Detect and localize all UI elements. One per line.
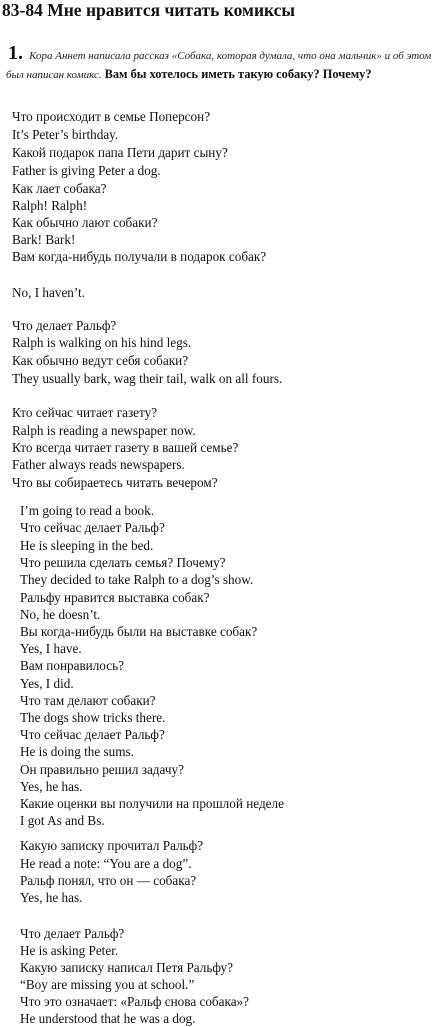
dialogue-line: He read a note: “You are a dog”. bbox=[20, 856, 192, 871]
dialogue-line: Что происходит в семье Поперсон? bbox=[12, 109, 211, 124]
dialogue-line: Ральфу нравится выставка собак? bbox=[20, 590, 210, 605]
exercise-number: 1. bbox=[8, 42, 23, 64]
dialogue-line: I’m going to read a book. bbox=[20, 503, 155, 518]
dialogue-line: Ralph! Ralph! bbox=[12, 198, 88, 213]
dialogue-line: I got As and Bs. bbox=[20, 813, 105, 828]
dialogue-line: The dogs show tricks there. bbox=[20, 710, 166, 725]
dialogue-line: Yes, he has. bbox=[20, 890, 83, 905]
dialogue-line: Father always reads newspapers. bbox=[12, 457, 185, 472]
dialogue-line: Что это означает: «Ральф снова собака»? bbox=[20, 994, 249, 1009]
dialogue-line: They decided to take Ralph to a dog’s show. bbox=[20, 572, 254, 587]
dialogue-line: Он правильно решил задачу? bbox=[20, 762, 184, 777]
dialogue-line: Вы когда-нибудь были на выставке собак? bbox=[20, 624, 258, 639]
dialogue-line: Какую записку написал Петя Ральфу? bbox=[20, 960, 234, 975]
dialogue-line: Yes, I have. bbox=[20, 641, 82, 656]
dialogue-line: Как лает собака? bbox=[12, 181, 107, 196]
dialogue-line: Кто всегда читает газету в вашей семье? bbox=[12, 440, 239, 455]
dialogue-line: Как обычно ведут себя собаки? bbox=[12, 353, 189, 368]
exercise-question: Вам бы хотелось иметь такую собаку? Почему? bbox=[104, 67, 372, 81]
dialogue-line: They usually bark, wag their tail, walk on all fours. bbox=[12, 371, 283, 386]
dialogue-line: Что вы собираетесь читать вечером? bbox=[12, 475, 218, 490]
dialogue-line: No, he doesn’t. bbox=[20, 607, 101, 622]
dialogue-line: Что решила сделать семья? Почему? bbox=[20, 555, 226, 570]
dialogue-line: Ralph is walking on his hind legs. bbox=[12, 335, 192, 350]
dialogue-line: Yes, I did. bbox=[20, 676, 74, 691]
dialogue-line: He is sleeping in the bed. bbox=[20, 538, 154, 553]
dialogue-line: Вам понравилось? bbox=[20, 658, 124, 673]
dialogue-line: It’s Peter’s birthday. bbox=[12, 127, 119, 142]
dialogue-line: “Boy are missing you at school.” bbox=[20, 977, 195, 992]
dialogue-line: Какой подарок папа Пети дарит сыну? bbox=[12, 145, 228, 160]
dialogue-line: Кто сейчас читает газету? bbox=[12, 405, 158, 420]
dialogue-line: Что делает Ральф? bbox=[12, 318, 117, 333]
dialogue-line: He is doing the sums. bbox=[20, 744, 134, 759]
dialogue-line: Bark! Bark! bbox=[12, 232, 76, 247]
dialogue-line: Ralph is reading a newspaper now. bbox=[12, 423, 196, 438]
dialogue-line: He is asking Peter. bbox=[20, 943, 119, 958]
dialogue-line: He understood that he was a dog. bbox=[20, 1011, 196, 1026]
dialogue-line: Вам когда-нибудь получали в подарок собак? bbox=[12, 249, 267, 264]
dialogue-line: Ральф понял, что он — собака? bbox=[20, 873, 197, 888]
dialogue-line: Что там делают собаки? bbox=[20, 693, 156, 708]
dialogue-line: No, I haven’t. bbox=[12, 285, 86, 300]
dialogue-line: Как обычно лают собаки? bbox=[12, 215, 158, 230]
dialogue-line: Какие оценки вы получили на прошлой неделе bbox=[20, 796, 284, 811]
dialogue-line: Yes, he has. bbox=[20, 779, 83, 794]
dialogue-line: Что сейчас делает Ральф? bbox=[20, 520, 165, 535]
dialogue-line: Какую записку прочитал Ральф? bbox=[20, 838, 204, 853]
exercise-intro-text: Кора Аннет написала рассказ «Собака, которая думала, что она мальчик» и об этом был написан комикс. bbox=[6, 50, 432, 81]
page-title: 83-84 Мне нравится читать комиксы bbox=[2, 0, 296, 20]
dialogue-line: Father is giving Peter a dog. bbox=[12, 163, 161, 178]
dialogue-line: Что делает Ральф? bbox=[20, 926, 125, 941]
dialogue-line: Что сейчас делает Ральф? bbox=[20, 727, 165, 742]
